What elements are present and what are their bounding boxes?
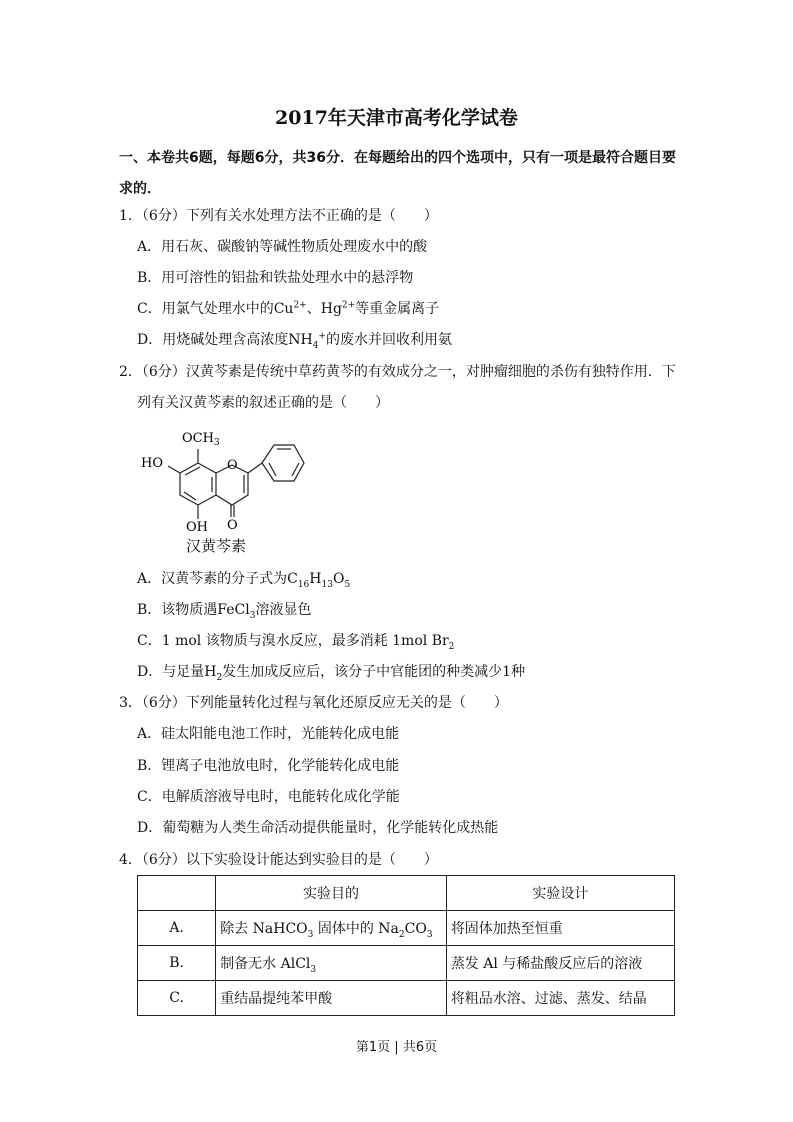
table-header-row bbox=[138, 876, 675, 911]
row-design: 将固体加热至恒重 bbox=[446, 911, 674, 946]
q2-stem-line1: 2．（6分）汉黄芩素是传统中草药黄芩的有效成分之一，对肿瘤细胞的杀伤有独特作用．下 bbox=[119, 364, 676, 380]
ring-phenyl bbox=[262, 445, 304, 481]
row-label: C. bbox=[138, 981, 216, 1016]
row-goal: 制备无水 AlCl$_3$ bbox=[216, 946, 447, 981]
table-row bbox=[138, 911, 675, 946]
q1-option-d: D．用烧碱处理含高浓度$NH_4^+$的废水并回收利用氨 bbox=[137, 331, 452, 351]
q2-option-a: A．汉黄芩素的分子式为$C_{16}H_{13}O_5$ bbox=[137, 571, 351, 590]
q3-option-b: B．锂离子电池放电时，化学能转化成电能 bbox=[137, 758, 400, 774]
row-label: B. bbox=[138, 946, 216, 981]
header-cell-design: 实验设计 bbox=[446, 876, 674, 911]
row-label: A. bbox=[138, 911, 216, 946]
header-cell-label bbox=[138, 876, 216, 911]
label-ring-oxygen: O bbox=[227, 458, 238, 473]
ring-a bbox=[180, 463, 216, 505]
label-och3: $OCH_3$ bbox=[182, 431, 220, 448]
q2-stem-line2: 列有关汉黄芩素的叙述正确的是（ ） bbox=[137, 395, 389, 411]
row-design: 蒸发 Al 与稀盐酸反应后的溶液 bbox=[446, 946, 674, 981]
section-header: 一、本卷共6题，每题6分，共36分．在每题给出的四个选项中，只有一项是最符合题目要求的． bbox=[119, 150, 676, 197]
q1-option-b: B．用可溶性的铝盐和铁盐处理水中的悬浮物 bbox=[137, 270, 414, 286]
label-ho: HO bbox=[141, 456, 163, 471]
experiment-table bbox=[137, 875, 675, 1016]
header-cell-goal: 实验目的 bbox=[216, 876, 447, 911]
q3-stem: 3．（6分）下列能量转化过程与氧化还原反应无关的是（ ） bbox=[119, 695, 508, 711]
label-oh: OH bbox=[186, 520, 208, 535]
structure-caption: 汉黄芩素 bbox=[186, 537, 247, 555]
table-row bbox=[138, 946, 675, 981]
row-goal: 除去 NaHCO$_3$ 固体中的 $Na_2CO_3$ bbox=[216, 911, 447, 946]
q4-stem: 4．（6分）以下实验设计能达到实验目的是（ ） bbox=[119, 852, 438, 868]
table-row bbox=[138, 981, 675, 1016]
q2-option-d: D．与足量$H_2$发生加成反应后，该分子中官能团的种类减少1种 bbox=[137, 664, 526, 683]
q2-option-b: B．该物质遇FeCl$_3$溶液显色 bbox=[137, 602, 312, 621]
q3-option-c: C．电解质溶液导电时，电能转化成化学能 bbox=[137, 789, 400, 805]
page-footer: 第1页 | 共6页 bbox=[355, 1040, 438, 1055]
q1-stem: 1．（6分）下列有关水处理方法不正确的是（ ） bbox=[119, 208, 438, 224]
q1-option-a: A．用石灰、碳酸钠等碱性物质处理废水中的酸 bbox=[137, 239, 428, 255]
q3-option-a: A．硅太阳能电池工作时，光能转化成电能 bbox=[137, 726, 400, 742]
q2-option-c: C．1 mol 该物质与溴水反应，最多消耗 1mol $Br_2$ bbox=[137, 633, 455, 652]
q3-option-d: D．葡萄糖为人类生命活动提供能量时，化学能转化成热能 bbox=[137, 820, 499, 836]
row-goal: 重结晶提纯苯甲酸 bbox=[216, 981, 447, 1016]
exam-title: 2017年天津市高考化学试卷 bbox=[275, 107, 518, 129]
label-keto-oxygen: O bbox=[227, 518, 238, 533]
row-design: 将粗品水溶、过滤、蒸发、结晶 bbox=[446, 981, 674, 1016]
q1-option-c: C．用氯气处理水中的$Cu^{2+}$、$Hg^{2+}$等重金属离子 bbox=[137, 300, 440, 317]
